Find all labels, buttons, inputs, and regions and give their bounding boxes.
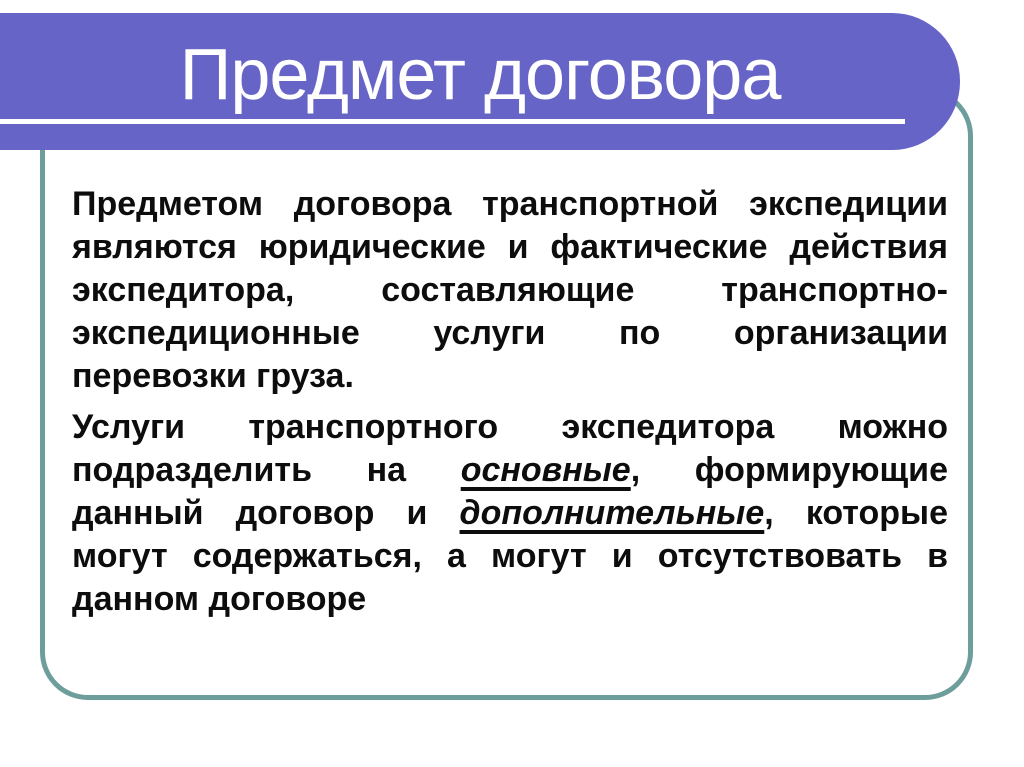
line-text: Услуги транспортного экспедитора можно: [72, 408, 948, 446]
banner-divider-line: [0, 119, 905, 124]
text-line: [72, 578, 948, 621]
body-text: [72, 183, 948, 629]
line-text: Предметом договора транспортной экспедиции: [72, 185, 948, 223]
paragraph-services: [72, 406, 948, 621]
line-text: , формирующие: [630, 451, 948, 489]
line-text: подразделить на: [72, 451, 461, 489]
line-text: являются юридические и фактические действия: [72, 228, 948, 266]
text-line: [72, 269, 948, 312]
text-line: [72, 355, 948, 398]
slide-title: Предмет договора: [179, 34, 781, 115]
text-line: [72, 312, 948, 355]
emphasized-term-main: основные: [460, 451, 631, 489]
text-line: [72, 535, 948, 578]
line-text: могут содержаться, а могут и отсутствовать в: [72, 537, 948, 575]
line-text: экспедиционные услуги по организации: [72, 314, 948, 352]
line-text: данный договор и: [72, 494, 460, 532]
line-text: , которые: [764, 494, 948, 532]
text-line: [72, 183, 948, 226]
text-line: [72, 449, 948, 492]
paragraph-subject: [72, 183, 948, 398]
text-line: [72, 492, 948, 535]
line-text: перевозки груза.: [72, 357, 354, 395]
line-text: данном договоре: [72, 580, 367, 618]
text-line: [72, 226, 948, 269]
text-line: [72, 406, 948, 449]
title-banner: [0, 13, 960, 150]
emphasized-term-additional: дополнительные: [459, 494, 765, 532]
line-text: экспедитора, составляющие транспортно-: [72, 271, 948, 309]
